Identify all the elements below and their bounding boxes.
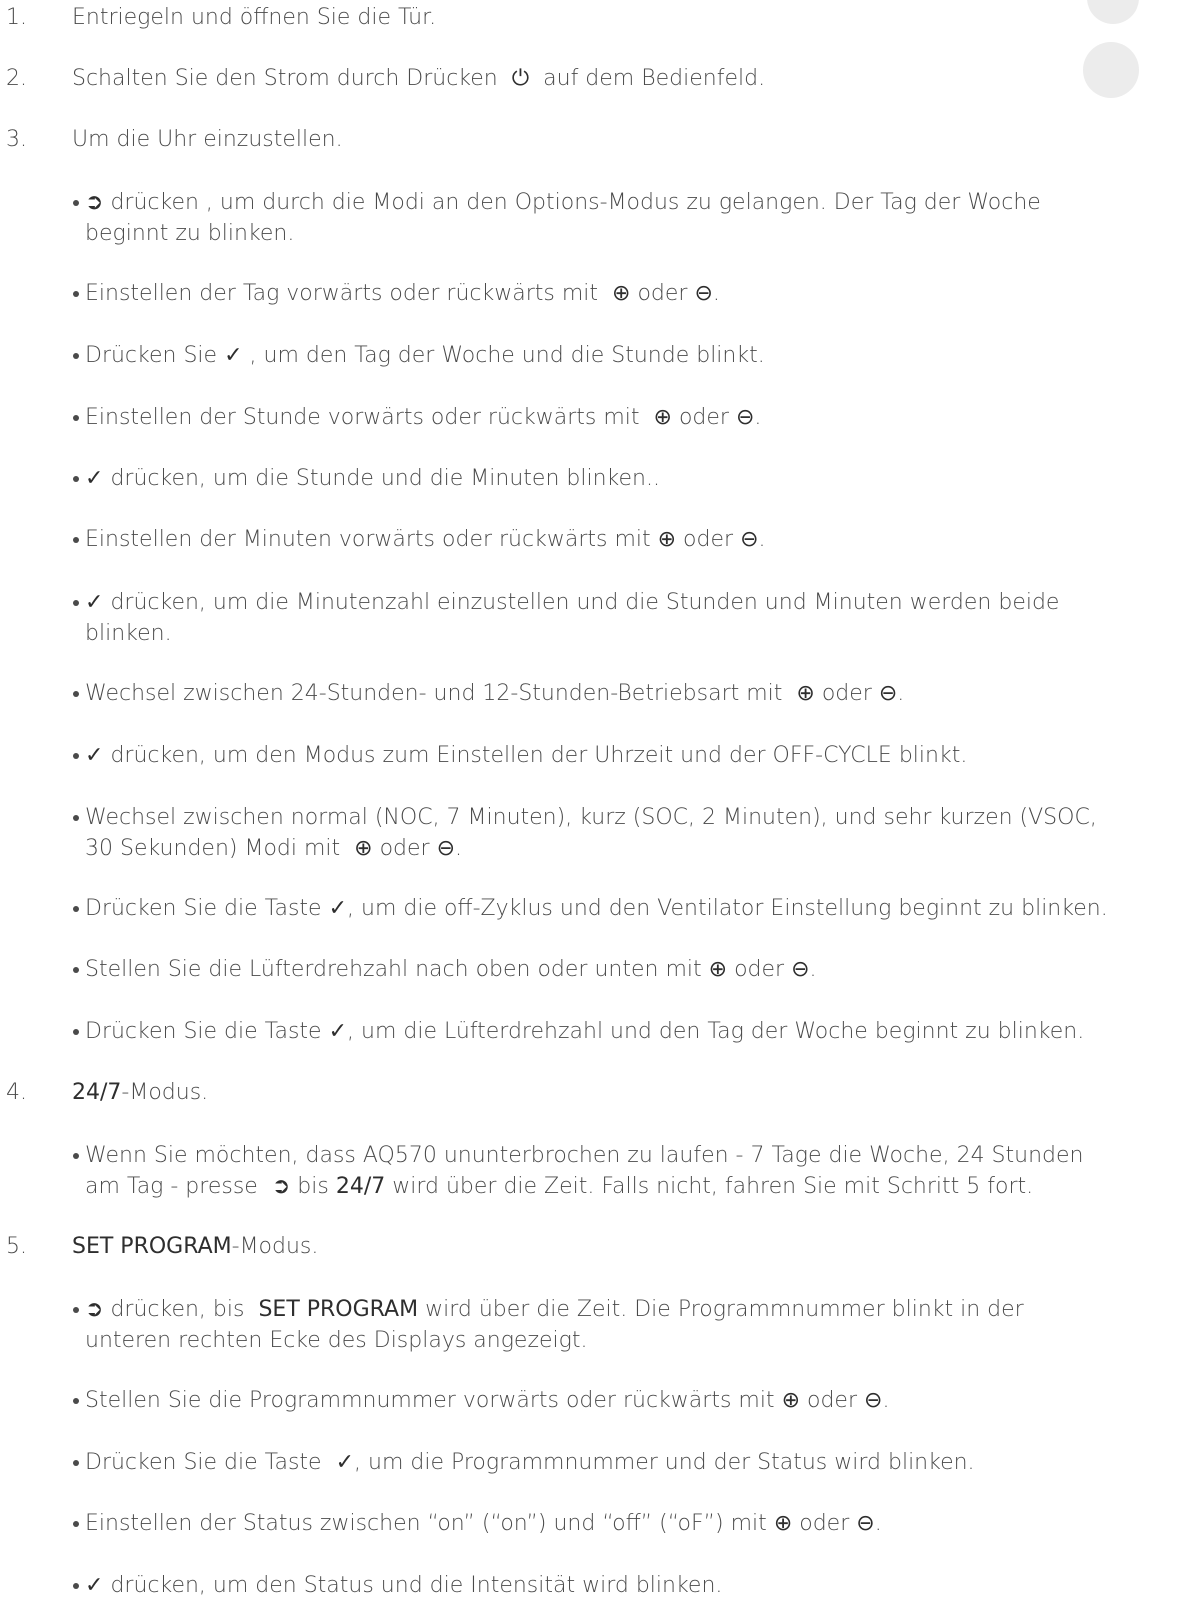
bullet-item: ✓ drücken, um die Minutenzahl einzustellen und die Stunden und Minuten werden beide [85,587,1059,618]
minus-circle-icon: ⊖ [436,836,456,861]
decorative-circle [1083,42,1139,98]
bullet-continuation: unteren rechten Ecke des Displays angezeigt. [85,1328,588,1353]
step-text: SET PROGRAM-Modus. [72,1234,319,1259]
minus-circle-icon: ⊖ [740,527,759,552]
bullet-item: Stellen Sie die Programmnummer vorwärts oder rückwärts mit ⊕ oder ⊖. [85,1385,889,1416]
step-number: 2. [6,66,27,91]
minus-circle-icon: ⊖ [878,681,898,706]
step-text: Um die Uhr einzustellen. [72,127,343,152]
bullet-item: Drücken Sie die Taste ✓, um die Lüfterdrehzahl und den Tag der Woche beginnt zu blinken. [85,1016,1084,1047]
bullet-item: ✓ drücken, um die Stunde und die Minuten blinken.. [85,463,660,494]
plus-circle-icon: ⊕ [773,1511,793,1536]
bullet-item: Wenn Sie möchten, dass AQ570 ununterbrochen zu laufen - 7 Tage die Woche, 24 Stunden [85,1140,1083,1171]
step-number: 3. [6,127,27,152]
step-number: 4. [6,1080,27,1105]
bullet-item: Drücken Sie die Taste ✓, um die Programmnummer und der Status wird blinken. [85,1447,975,1478]
bullet-item: Stellen Sie die Lüfterdrehzahl nach oben oder unten mit ⊕ oder ⊖. [85,954,817,985]
check-circle-icon: ✓ [335,1450,355,1475]
plus-circle-icon: ⊕ [796,681,815,706]
check-circle-icon: ✓ [328,1019,348,1044]
bullet-item: ➲ drücken , um durch die Modi an den Options-Modus zu gelangen. Der Tag der Woche [85,187,1041,218]
bullet-item: Einstellen der Minuten vorwärts oder rückwärts mit ⊕ oder ⊖. [85,524,766,555]
minus-circle-icon: ⊖ [791,957,810,982]
plus-circle-icon: ⊕ [354,836,373,861]
arrow-circle-icon: ➲ [85,190,104,215]
bullet-item: Wechsel zwischen 24-Stunden- und 12-Stunden-Betriebsart mit ⊕ oder ⊖. [85,678,904,709]
bullet-item: Einstellen der Stunde vorwärts oder rückwärts mit ⊕ oder ⊖. [85,402,761,433]
power-icon: ⏻ [511,66,530,91]
plus-circle-icon: ⊕ [653,405,672,430]
bullet-continuation: am Tag - presse ➲ bis 24/7 wird über die Zeit. Falls nicht, fahren Sie mit Schritt 5 fort. [85,1171,1033,1202]
check-circle-icon: ✓ [85,466,104,491]
check-circle-icon: ✓ [85,590,104,615]
minus-circle-icon: ⊖ [856,1511,875,1536]
decorative-circle-top [1087,0,1139,24]
plus-circle-icon: ⊕ [708,957,728,982]
minus-circle-icon: ⊖ [735,405,755,430]
arrow-circle-icon: ➲ [85,1297,104,1322]
step-text: 24/7-Modus. [72,1080,209,1105]
plus-circle-icon: ⊕ [657,527,677,552]
step-text: Schalten Sie den Strom durch Drücken ⏻ auf dem Bedienfeld. [72,63,765,94]
bullet-continuation: blinken. [85,621,172,646]
bullet-item: ✓ drücken, um den Modus zum Einstellen der Uhrzeit und der OFF-CYCLE blinkt. [85,740,967,771]
minus-circle-icon: ⊖ [694,281,713,306]
step-number: 1. [6,5,27,30]
check-circle-icon: ✓ [224,343,243,368]
check-circle-icon: ✓ [85,743,104,768]
step-text: Entriegeln und öffnen Sie die Tür. [72,5,437,30]
bullet-item: ✓ drücken, um den Status und die Intensität wird blinken. [85,1570,722,1601]
bullet-continuation: 30 Sekunden) Modi mit ⊕ oder ⊖. [85,833,462,864]
bullet-item: ➲ drücken, bis SET PROGRAM wird über die Zeit. Die Programmnummer blinkt in der [85,1294,1024,1325]
bullet-item: Einstellen der Status zwischen “on” (“on”) und “off” (“oF”) mit ⊕ oder ⊖. [85,1508,882,1539]
check-circle-icon: ✓ [328,896,348,921]
bullet-item: Wechsel zwischen normal (NOC, 7 Minuten), kurz (SOC, 2 Minuten), und sehr kurzen (VSOC, [85,802,1097,833]
plus-circle-icon: ⊕ [781,1388,800,1413]
minus-circle-icon: ⊖ [864,1388,883,1413]
arrow-circle-icon: ➲ [271,1174,291,1199]
check-circle-icon: ✓ [85,1573,104,1598]
bullet-item: Einstellen der Tag vorwärts oder rückwärts mit ⊕ oder ⊖. [85,278,720,309]
bullet-continuation: beginnt zu blinken. [85,221,295,246]
step-number: 5. [6,1234,27,1259]
plus-circle-icon: ⊕ [612,281,631,306]
bullet-item: Drücken Sie die Taste ✓, um die off-Zyklus und den Ventilator Einstellung beginnt zu blinken. [85,893,1108,924]
bullet-item: Drücken Sie ✓ , um den Tag der Woche und die Stunde blinkt. [85,340,765,371]
